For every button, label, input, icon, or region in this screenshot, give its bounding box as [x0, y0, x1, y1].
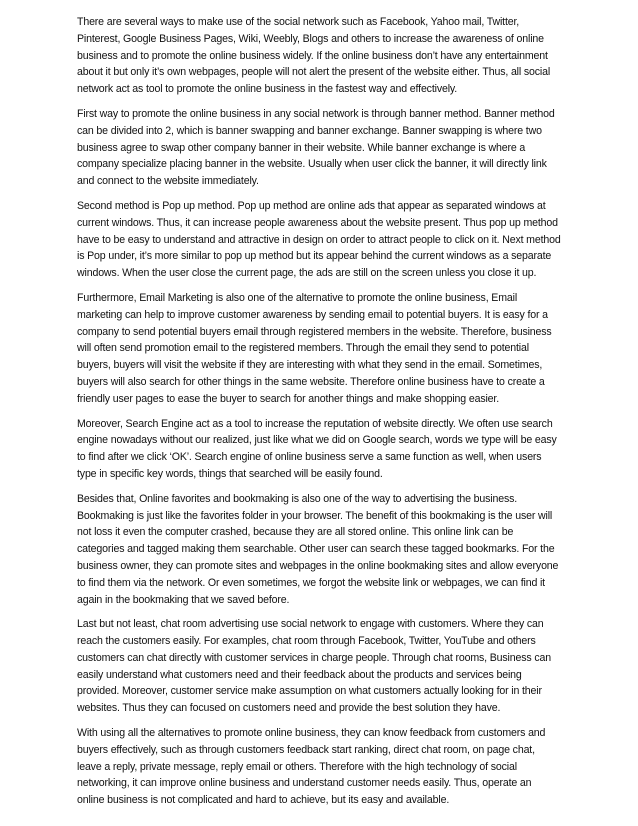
paragraph-search-engine: Moreover, Search Engine act as a tool to increase the reputation of website directly. We often use search engine nowadays without our realized, just like what we did on Google search, words we type will be easy to find after we click ‘OK’. Search engine of online business serve a same function as well, when users type in specific key words, things that searched will be easily found. [77, 417, 557, 480]
paragraph-chat-room: Last but not least, chat room advertising use social network to engage with customers. Where they can reach the customers easily. For examples, chat room through Facebook, Twitter, YouTube and others customers can chat directly with customer services in charge people. Through chat rooms, Business can easily understand what customers need and their feedback about the products and services being provided. Moreover, customer service make assumption on what customers actually looking for in their websites. Thus they can focused on customers need and provide the best solution they have. [77, 618, 551, 715]
paragraph-email-marketing: Furthermore, Email Marketing is also one of the alternative to promote the online business, Email marketing can help to improve customer awareness by sending email to potential buyers. It is easy for a company to send potential buyers email through registered members in the website. Therefore, business will often send promotion email to the registered members. Through the email they send to potential buyers, buyers will visit the website if they are interesting with what they send in the email. Sometimes, buyers will also search for other things in the same website. Therefore online business have to create a friendly user pages to ease the buyer to search for another things and make shopping easier. [77, 291, 552, 405]
paragraph-banner-method: First way to promote the online business in any social network is through banner method. Banner method can be divided into 2, which is banner swapping and banner exchange. Banner swapping is where two business agree to swap other company banner in their website. While banner exchange is where a company specialize placing banner in the website. Usually when user click the banner, it will directly link and connect to the website immediately. [77, 107, 555, 188]
paragraph-bookmaking: Besides that, Online favorites and bookmaking is also one of the way to advertising the business. Bookmaking is just like the favorites folder in your browser. The benefit of this bookmaking is the user will not loss it even the computer crashed, because they are all stored online. This online link can be categories and tagged making them searchable. Other user can search these tagged bookmarks. For the business owner, they can promote sites and webpages in the online bookmaking sites and allow everyone to find them via the network. Or even sometimes, we forgot the website link or webpages, we can find it again in the bookmaking that we saved before. [77, 492, 559, 606]
paragraph-conclusion: With using all the alternatives to promote online business, they can know feedback from customers and buyers effectively, such as through customers feedback start ranking, direct chat room, on page chat, leave a reply, private message, reply email or others. Therefore with the high technology of social networking, it can improve online business and understand customer needs easily. Thus, operate an online business is not complicated and hard to achieve, but its easy and available. [77, 727, 546, 807]
paragraph-pop-up-method: Second method is Pop up method. Pop up method are online ads that appear as separated windows at current windows. Thus, it can increase people awareness about the website present. Thus pop up method have to be easy to understand and attractive in design on order to attract people to click on it. Next method is Pop under, it’s more similar to pop up method but its appear behind the current windows as a separate windows. When the user close the current page, the ads are still on the screen unless you close it up. [77, 199, 561, 280]
document-body [77, 14, 561, 817]
paragraph-social-networks: There are several ways to make use of the social network such as Facebook, Yahoo mail, Twitter, Pinterest, Google Business Pages, Wiki, Weebly, Blogs and others to increase the awareness of online business and to promote the online business widely. If the online business don’t have any entertainment about it but only it’s own webpages, people will not alert the present of the website either. Thus, all social network act as tool to promote the online business in the fastest way and effectively. [77, 16, 551, 96]
